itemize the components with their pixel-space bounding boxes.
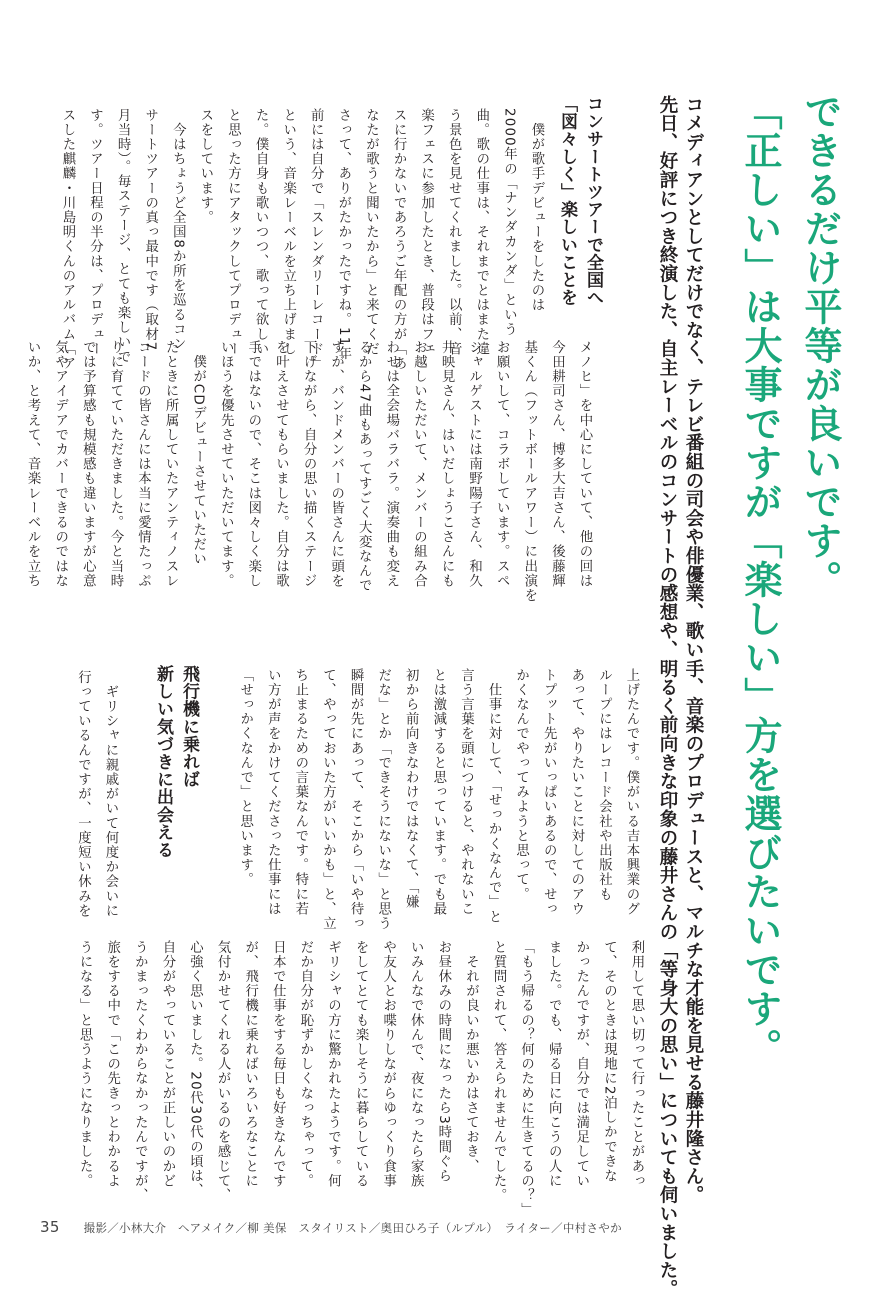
body-line: るから47曲もあってすごく大変なんで [356,340,372,594]
body-line: 旅をする中で「この先きっとわかるよ [104,940,120,1189]
body-line: た。僕自身も歌いつつ、歌って欲しい [253,108,269,357]
body-line: 基くん（フットボールアワー）に出演を [521,340,537,603]
body-line: うになる」と思うようになりました。 [77,940,93,1189]
body-line: お願いして、コラボしています。スペ [494,340,510,589]
body-line: 日本で仕事をする毎日も好きなんです [270,940,286,1189]
body-line: 仕事に対して、「せっかくなんで」と [486,668,502,925]
page-number: 35 [40,1218,60,1236]
lead-line-1: コメディアンとしてだけでなく、テレビ番組の司会や俳優業、歌い手、音楽のプロデュースと、マルチな才能を見せる藤井隆さん。 [683,95,704,1205]
body-line: すが、バンドメンバーの皆さんに頭を [328,340,344,589]
section4-body [64,670,124,930]
section4-subhead [148,665,202,895]
body-line: ギリシャに親戚がいて何度か会いに [103,670,118,919]
body-line: という、音楽レーベルを立ち上げまし [280,108,296,357]
body-line: ました。でも、帰る日に向こうの人に [546,940,562,1189]
body-line: サートツアーの真っ最中です（取材7 [142,108,158,352]
headline-line-1: できるだけ平等が良いです。 [798,92,842,599]
body-line: だな」とか「できそうにないな」と思う [375,668,391,931]
credits: 撮影／小林大介 ヘアメイク／柳 美保 スタイリスト／奥田ひろ子（ルプル） ライター／中村さやか [83,1221,622,1235]
body-line: お越しいただいて、メンバーの組み合 [411,340,427,589]
body-line: さって、ありがたかったですね。11年 [335,108,351,362]
body-line: 初から前向きなわけではなくて、「嫌 [403,668,419,910]
body-line: ループにはレコード会社や出版社も [596,668,612,902]
body-line: スをしています。 [197,108,213,225]
body-line: と質問されて、答えられませんでした。 [491,940,507,1203]
body-line: い方が声をかけてくださった仕事には [265,668,281,917]
body-line: 曲。歌の仕事は、それまでとはまた違 [473,108,489,357]
lead-paragraph [650,95,706,1298]
body-line: いほうを優先させていただいてます。 [218,340,234,589]
section4-subhead-line-2: 新しい気づきに出会える [153,665,173,859]
body-line: 心強く思いました。20代30代の頃は、 [187,940,203,1198]
body-line: て、そのときは現地に2泊しかできな [601,940,617,1184]
body-line: かくなんでやってみようと思って。 [513,668,529,902]
body-line: 自分がやっていることが正しいのかど [159,940,175,1189]
body-line: 僕が歌手デビューをしたのは [529,108,544,313]
body-line: メノヒ」を中心にしていて、他の回は [577,340,592,589]
body-line: かったんですが、自分では満足してい [573,940,589,1189]
body-line: 月当時）。毎ステージ、とても楽しいで [115,108,131,365]
body-line: 利用して思い切って行ったことがあっ [629,940,644,1189]
body-line: 気やアイデアでカバーできるのではな [52,340,68,589]
body-line: 僕がCDデビューさせていただい [190,340,206,567]
body-line: いか、と考えて、音楽レーベルを立ち [25,340,41,589]
body-line: を叶えさせてもらいました。自分は歌 [273,340,289,589]
section3-body [225,668,645,931]
body-line: では予算感も規模感も違いますが心意 [80,340,96,589]
body-line: コードの皆さんには本当に愛情たっぷ [135,340,151,589]
body-line: をしてとても楽しそうに暮らしている [353,940,369,1189]
body-line: あって、やりたいことに対してのアウ [568,668,584,917]
body-line: が、飛行機に乗ればいろいろなことに [242,940,258,1189]
body-line: スした麒麟・川島明くんのアルバム「ア [59,108,75,371]
section1-subhead-line-1: コンサートツアーで全国へ [583,95,603,307]
headline-line-2: 「正しい」は大事ですが「楽しい」方を選びたいです。 [738,92,782,1067]
body-line: や友人とお喋りしながらゆっくり食事 [380,940,396,1189]
body-line: う景色を見せてくれました。以前、音 [446,108,462,357]
body-line: 今田耕司さん、博多大吉さん、後藤輝 [549,340,565,589]
body-line: 瞬間が先にあって、そこから「いや待っ [348,668,364,931]
body-line: お昼休みの時間になったら3時間ぐら [435,940,451,1184]
body-line: 気付かせてくれる人がいるのを感じて、 [215,940,231,1203]
body-line: す。ツアー日程の半分は、プロデュー [87,108,103,357]
body-line: ギリシャの方に驚かれたようです。何 [325,940,341,1189]
section4-subhead-line-1: 飛行機に乗れば [179,665,199,789]
body-line: それが良いか悪いかはさておき、 [463,940,479,1174]
body-line: 手ではないので、そこは図々しく楽し [245,340,261,589]
body-line: シャルゲストには南野陽子さん、和久 [466,340,482,589]
body-line: りに育てていただきました。今と当時 [107,340,123,589]
body-line: スに行かないであろうご年配の方が「あ [391,108,407,371]
body-line: 「せっかくなんで」と思います。 [237,668,253,887]
body-line: 今はちょうど全国8か所を巡るコン [170,108,186,352]
headline [725,92,850,1067]
body-line: なたが歌うと聞いたから」と来てくだ [363,108,379,357]
body-line: ち止まるための言葉なんです。特に若 [292,668,308,917]
body-line: いみんなで休んで、夜になったら家族 [408,940,424,1189]
lead-line-2: 先日、好評につき終演した、自主レーベルのコンサートの感想や、明るく前向きな印象の藤井さんの「等身大の思い」についても伺いました。 [657,95,678,1298]
body-line: 上げたんです。僕がいる吉本興業のグ [624,668,639,917]
body-line: 「もう帰るの？何のために生きてるの？」 [518,940,534,1218]
body-line: と思った方にアタックしてプロデュー [225,108,241,357]
body-line: たときに所属していたアンティノスレ [163,340,179,589]
body-line: 言う言葉を頭につけると、やれないこ [458,668,474,917]
body-line: て、やっておいた方がいいかも」と、立 [320,668,336,931]
body-line: 井映見さん、はいだしょうこさんにも [439,340,455,589]
body-line: とは激減すると思っています。でも最 [430,668,446,917]
section5-body-visible [60,940,650,1218]
body-line: 下げながら、自分の思い描くステージ [301,340,317,589]
body-line: トプット先がいっぱいあるので、せっ [541,668,557,917]
body-line: 前には自分で「スレンダリーレコード」 [308,108,324,371]
body-line: だか自分が恥ずかしくなっちゃって。 [297,940,313,1189]
section2-body-visible [25,340,598,630]
body-line: 行っているんですが、一度短い休みを [75,670,91,919]
body-line: 楽フェスに参加したとき、普段はフェ [418,108,434,357]
footer [40,1218,860,1236]
section1-subhead-line-2: 「図々しく」楽しいことを [557,95,577,307]
body-line: 2000年の「ナンダカンダ」という [501,108,517,337]
body-line: うかまったくわからなかったんですが、 [132,940,148,1203]
body-line: わせは全会場バラバラ。演奏曲も変え [383,340,399,589]
